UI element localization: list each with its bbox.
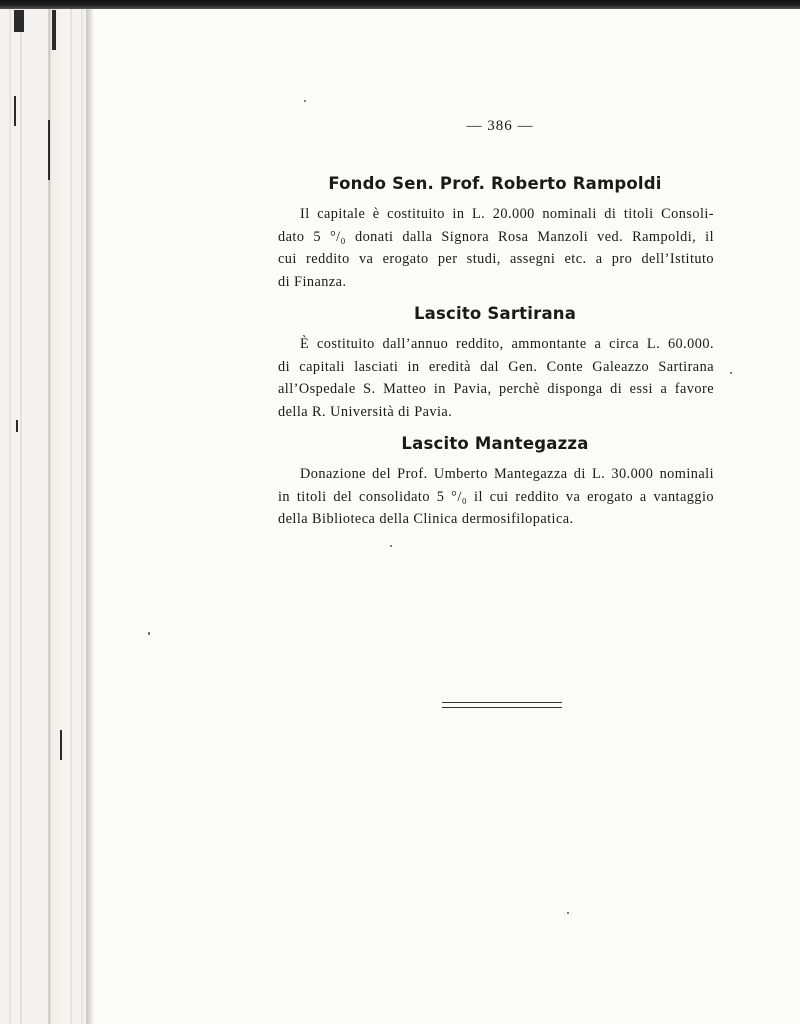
text-line: dato 5 °/₀ donati dalla Signora Rosa Manzoli ved. Rampoldi, il	[278, 228, 714, 245]
paper-speck	[567, 912, 569, 914]
page-number: — 386 —	[466, 118, 534, 134]
gutter-mark	[14, 10, 24, 32]
gutter-mark	[60, 730, 62, 760]
section-heading-sartirana: Lascito Sartirana	[413, 304, 577, 323]
text-line: Il capitale è costituito in L. 20.000 nominali di titoli Consoli-	[300, 206, 714, 222]
section-heading-rampoldi: Fondo Sen. Prof. Roberto Rampoldi	[328, 174, 662, 193]
gutter-mark	[52, 10, 56, 50]
gutter-mark	[16, 420, 18, 432]
page-top-edge	[0, 0, 800, 9]
paper-speck	[390, 545, 392, 547]
text-line: di Finanza.	[278, 273, 347, 290]
paper-speck	[148, 632, 150, 635]
binding-gutter	[0, 9, 92, 1024]
section-paragraph-mantegazza	[278, 463, 714, 531]
text-line: in titoli del consolidato 5 °/₀ il cui reddito va erogato a vantaggio	[278, 488, 714, 505]
text-line: È costituito dall’annuo reddito, ammontante a circa L. 60.000.	[300, 336, 714, 352]
section-heading-mantegazza: Lascito Mantegazza	[401, 434, 589, 453]
text-line: Donazione del Prof. Umberto Mantegazza di L. 30.000 nominali	[300, 466, 714, 482]
section-paragraph-rampoldi	[278, 203, 714, 293]
gutter-mark	[14, 96, 16, 126]
text-line: della Biblioteca della Clinica dermosifilopatica.	[278, 511, 574, 527]
text-line: all’Ospedale S. Matteo in Pavia, perchè disponga di essi a favore	[278, 381, 714, 397]
text-line: cui reddito va erogato per studi, assegni etc. a pro dell’Istituto	[278, 251, 714, 267]
gutter-mark	[48, 120, 50, 180]
gutter-shadow	[86, 9, 94, 1024]
paper-speck	[730, 372, 732, 374]
text-line: della R. Università di Pavia.	[278, 403, 453, 420]
text-line: di capitali lasciati in eredità dal Gen. Conte Galeazzo Sartirana	[278, 358, 714, 375]
paper-speck	[304, 100, 306, 102]
closing-double-rule	[442, 702, 562, 708]
section-paragraph-sartirana	[278, 333, 714, 423]
